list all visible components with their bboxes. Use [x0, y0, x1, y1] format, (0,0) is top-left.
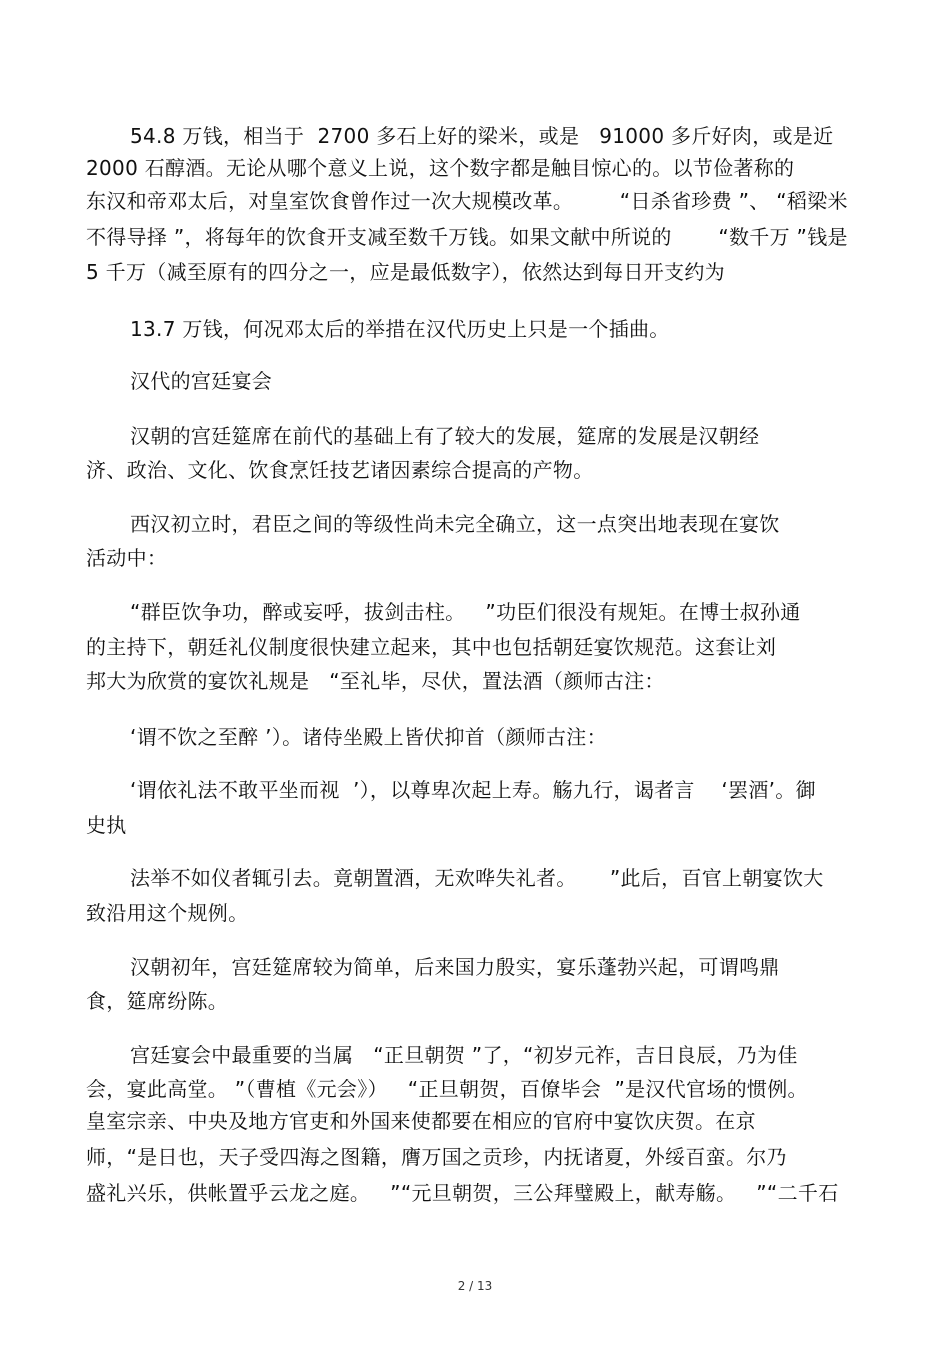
text-line: 邦大为欣赏的宴饮礼规是 “至礼毕，尽伏，置法酒（颜师古注： — [86, 669, 665, 693]
text-line: 的主持下，朝廷礼仪制度很快建立起来，其中也包括朝廷宴饮规范。这套让刘 — [86, 635, 777, 659]
text-line: 盛礼兴乐，供帐置乎云龙之庭。 ”“元旦朝贺，三公拜璧殿上，献寿觞。 ”“二千石 — [86, 1181, 839, 1205]
text-line: 54.8 万钱，相当于 2700 多石上好的梁米，或是 91000 多斤好肉，或是近 — [130, 124, 834, 148]
text-line: 汉朝初年，宫廷筵席较为简单，后来国力殷实，宴乐蓬勃兴起，可谓鸣鼎 — [130, 955, 780, 979]
text-line: 致沿用这个规例。 — [86, 901, 249, 925]
text-line: ‘谓不饮之至醉 ’）。诸侍坐殿上皆伏抑首（颜师古注： — [130, 725, 607, 749]
text-line: 活动中： — [86, 546, 168, 570]
text-line: “群臣饮争功，醉或妄呼，拔剑击柱。 ”功臣们很没有规矩。在博士叔孙通 — [130, 600, 801, 624]
text-line: 法举不如仪者辄引去。竟朝置酒，无欢哗失礼者。 ”此后，百官上朝宴饮大 — [130, 866, 824, 890]
text-line: ‘谓依礼法不敢平坐而视 ’），以尊卑次起上寿。觞九行，谒者言 ‘罢酒’。御 — [130, 778, 816, 802]
text-line: 2000 石醇酒。无论从哪个意义上说，这个数字都是触目惊心的。以节俭著称的 — [86, 156, 795, 180]
text-line: 师，“是日也，天子受四海之图籍，膺万国之贡珍，内抚诸夏，外绥百蛮。尔乃 — [86, 1145, 787, 1169]
section-heading: 汉代的宫廷宴会 — [130, 369, 273, 393]
text-line: 西汉初立时，君臣之间的等级性尚未完全确立，这一点突出地表现在宴饮 — [130, 512, 780, 536]
text-line: 皇室宗亲、中央及地方官吏和外国来使都要在相应的官府中宴饮庆贺。在京 — [86, 1109, 756, 1133]
page-number: 2 / 13 — [457, 1279, 493, 1293]
text-line: 5 千万（减至原有的四分之一，应是最低数字），依然达到每日开支约为 — [86, 260, 725, 284]
text-line: 东汉和帝邓太后，对皇室饮食曾作过一次大规模改革。 “日杀省珍费 ”、 “稻梁米 — [86, 189, 848, 213]
text-line: 史执 — [86, 813, 127, 837]
text-line: 食，筵席纷陈。 — [86, 989, 229, 1013]
text-line: 会，宴此高堂。 ”（曹植《元会》） “正旦朝贺，百僚毕会 ”是汉代官场的惯例。 — [86, 1077, 808, 1101]
text-line: 宫廷宴会中最重要的当属 “正旦朝贺 ”了，“初岁元祚，吉日良辰，乃为佳 — [130, 1043, 798, 1067]
text-line: 济、政治、文化、饮食烹饪技艺诸因素综合提高的产物。 — [86, 458, 594, 482]
text-line: 汉朝的宫廷筵席在前代的基础上有了较大的发展，筵席的发展是汉朝经 — [130, 424, 760, 448]
text-line: 13.7 万钱，何况邓太后的举措在汉代历史上只是一个插曲。 — [130, 317, 670, 341]
text-line: 不得导择 ”，将每年的饮食开支减至数千万钱。如果文献中所说的 “数千万 ”钱是 — [86, 225, 848, 249]
